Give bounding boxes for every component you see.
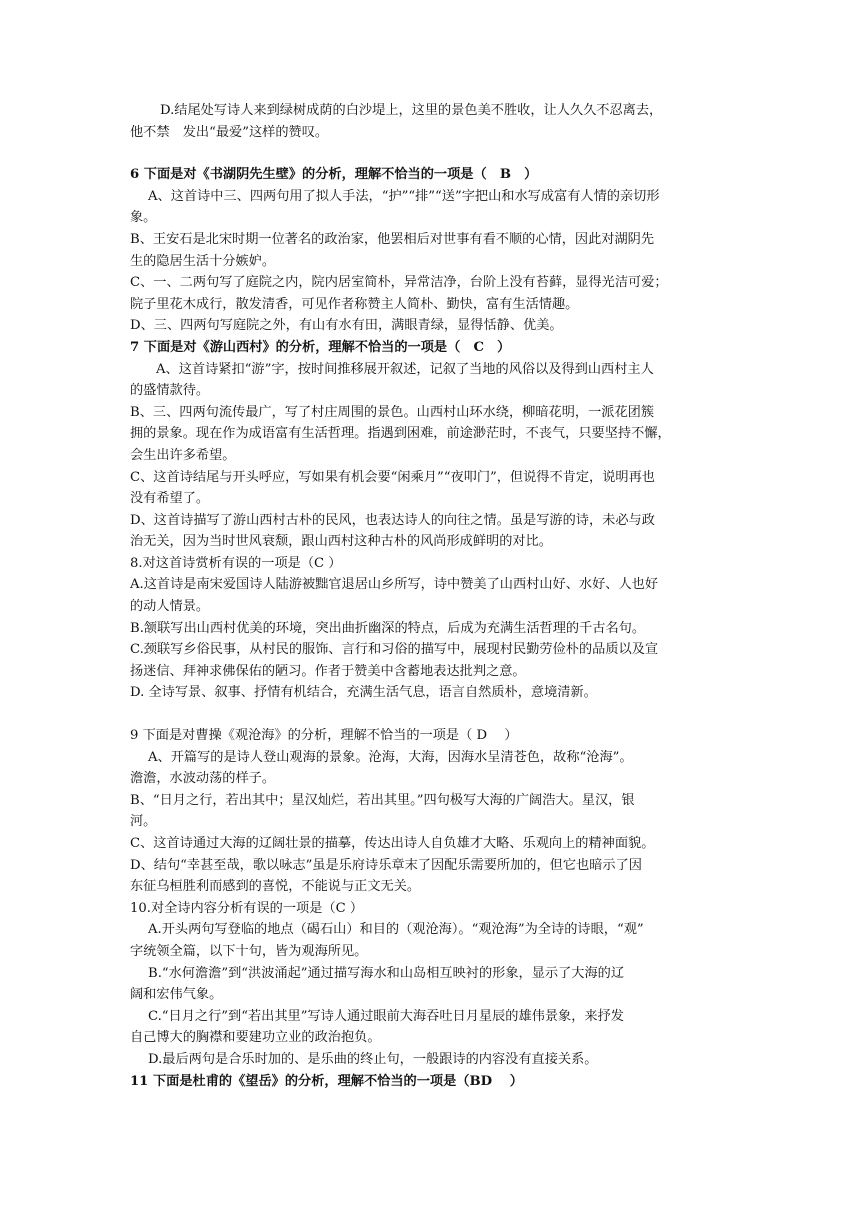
text-line: 阔和宏伟气象。 <box>130 987 223 1003</box>
blank-line <box>130 143 734 164</box>
text-line: 字统领全篇，以下十句，皆为观海所见。 <box>130 943 368 959</box>
text-line: 象。 <box>130 210 157 226</box>
text-line: 澹澹，水波动荡的样子。 <box>130 771 276 787</box>
text-line: D、三、四两句写庭院之外，有山有水有田，满眼青绿，显得恬静、优美。 <box>130 318 563 334</box>
text-line: C、这首诗结尾与开头呼应，写如果有机会要“闲乘月”“夜叩门”，但说得不肯定，说明再也 <box>130 469 655 485</box>
text-line: A、开篇写的是诗人登山观海的景象。沧海，大海，因海水呈清苍色，故称“沧海”。 <box>148 749 633 765</box>
question-heading: 7 下面是对《游山西村》的分析，理解不恰当的一项是（ C ） <box>130 339 511 355</box>
text-line: D. 全诗写景、叙事、抒情有机结合，充满生活气息，语言自然质朴，意境清新。 <box>130 685 597 701</box>
text-line: 9 下面是对曹操《观沧海》的分析，理解不恰当的一项是（ D ） <box>130 728 518 744</box>
text-line: D、这首诗描写了游山西村古朴的民风，也表达诗人的向往之情。虽是写游的诗，未必与政 <box>130 512 655 528</box>
text-line: 院子里花木成行，散发清香，可见作者称赞主人简朴、勤快，富有生活情趣。 <box>130 296 579 312</box>
blank-line <box>130 704 734 725</box>
text-line: A、这首诗紧扣“游”字，按时间推移展开叙述，记叙了当地的风俗以及得到山西村主人 <box>156 361 654 377</box>
text-line: B、“日月之行，若出其中；星汉灿烂，若出其里。”四句极写大海的广阔浩大。星汉，银 <box>130 792 635 808</box>
text-line: 会生出许多希望。 <box>130 447 236 463</box>
text-line: B.颔联写出山西村优美的环境，突出曲折幽深的特点，后成为充满生活哲理的千古名句。 <box>130 620 646 636</box>
text-line: 的动人情景。 <box>130 599 210 615</box>
text-line: 扬迷信、拜神求佛保佑的陋习。作者于赞美中含蓄地表达批判之意。 <box>130 663 526 679</box>
text-line: 拥的景象。现在作为成语富有生活哲理。指遇到困难，前途渺茫时，不丧气，只要坚持不懈， <box>130 426 671 442</box>
text-line: 10.对全诗内容分析有误的一项是（C ） <box>130 900 364 916</box>
text-line: D、结句“幸甚至哉，歌以咏志”虽是乐府诗乐章末了因配乐需要所加的，但它也暗示了因 <box>130 857 642 873</box>
question-heading: 6 下面是对《书湖阴先生壁》的分析，理解不恰当的一项是（ B ） <box>130 167 538 183</box>
text-line: 治无关，因为当时世风衰颓，跟山西村这种古朴的风尚形成鲜明的对比。 <box>130 534 552 550</box>
text-line: 东征乌桓胜利而感到的喜悦，不能说与正文无关。 <box>130 879 421 895</box>
text-line: 他不禁 发出“最爱”这样的赞叹。 <box>130 124 329 140</box>
text-line: B、三、四两句流传最广，写了村庄周围的景色。山西村山环水绕，柳暗花明，一派花团簇 <box>130 404 654 420</box>
question-heading: 11 下面是杜甫的《望岳》的分析，理解不恰当的一项是（BD ） <box>130 1073 523 1089</box>
text-line: 8.对这首诗赏析有误的一项是（C ） <box>130 555 342 571</box>
text-line: A、这首诗中三、四两句用了拟人手法，“护”“排”“送”字把山和水写成富有人情的亲切形 <box>148 188 660 204</box>
text-line: C.“日月之行”到“若出其里”写诗人通过眼前大海吞吐日月星辰的雄伟景象，来抒发 <box>148 1008 624 1024</box>
text-line: 生的隐居生活十分嫉妒。 <box>130 253 276 269</box>
text-line: A.这首诗是南宋爱国诗人陆游被黜官退居山乡所写，诗中赞美了山西村山好、水好、人也好 <box>130 577 659 593</box>
text-line: 没有希望了。 <box>130 491 210 507</box>
text-line: C、这首诗通过大海的辽阔壮景的描摹，传达出诗人自负雄才大略、乐观向上的精神面貌。 <box>130 836 655 851</box>
text-line: B、王安石是北宋时期一位著名的政治家，他罢相后对世事有看不顺的心情，因此对湖阴先 <box>130 231 654 247</box>
text-line: D.结尾处写诗人来到绿树成荫的白沙堤上，这里的景色美不胜收，让人久久不忍离去， <box>160 103 663 118</box>
text-line: C.颈联写乡俗民事，从村民的服饰、言行和习俗的描写中，展现村民勤劳俭朴的品质以及宣 <box>130 642 659 658</box>
text-line: B.“水何澹澹”到“洪波涌起”通过描写海水和山岛相互映衬的形象，显示了大海的辽 <box>148 965 625 981</box>
text-line: 河。 <box>130 814 157 830</box>
text-line: A.开头两句写登临的地点（碣石山）和目的（观沧海）。“观沧海”为全诗的诗眼，“观” <box>148 922 644 938</box>
text-line: C、一、二两句写了庭院之内，院内居室简朴，异常洁净，台阶上没有苔藓，显得光洁可爱； <box>130 275 668 291</box>
text-line: 的盛情款待。 <box>130 383 210 399</box>
text-line: 自己博大的胸襟和要建功立业的政治抱负。 <box>130 1030 381 1046</box>
document-page <box>130 100 734 1092</box>
text-line: D.最后两句是合乐时加的、是乐曲的终止句，一般跟诗的内容没有直接关系。 <box>148 1051 598 1067</box>
